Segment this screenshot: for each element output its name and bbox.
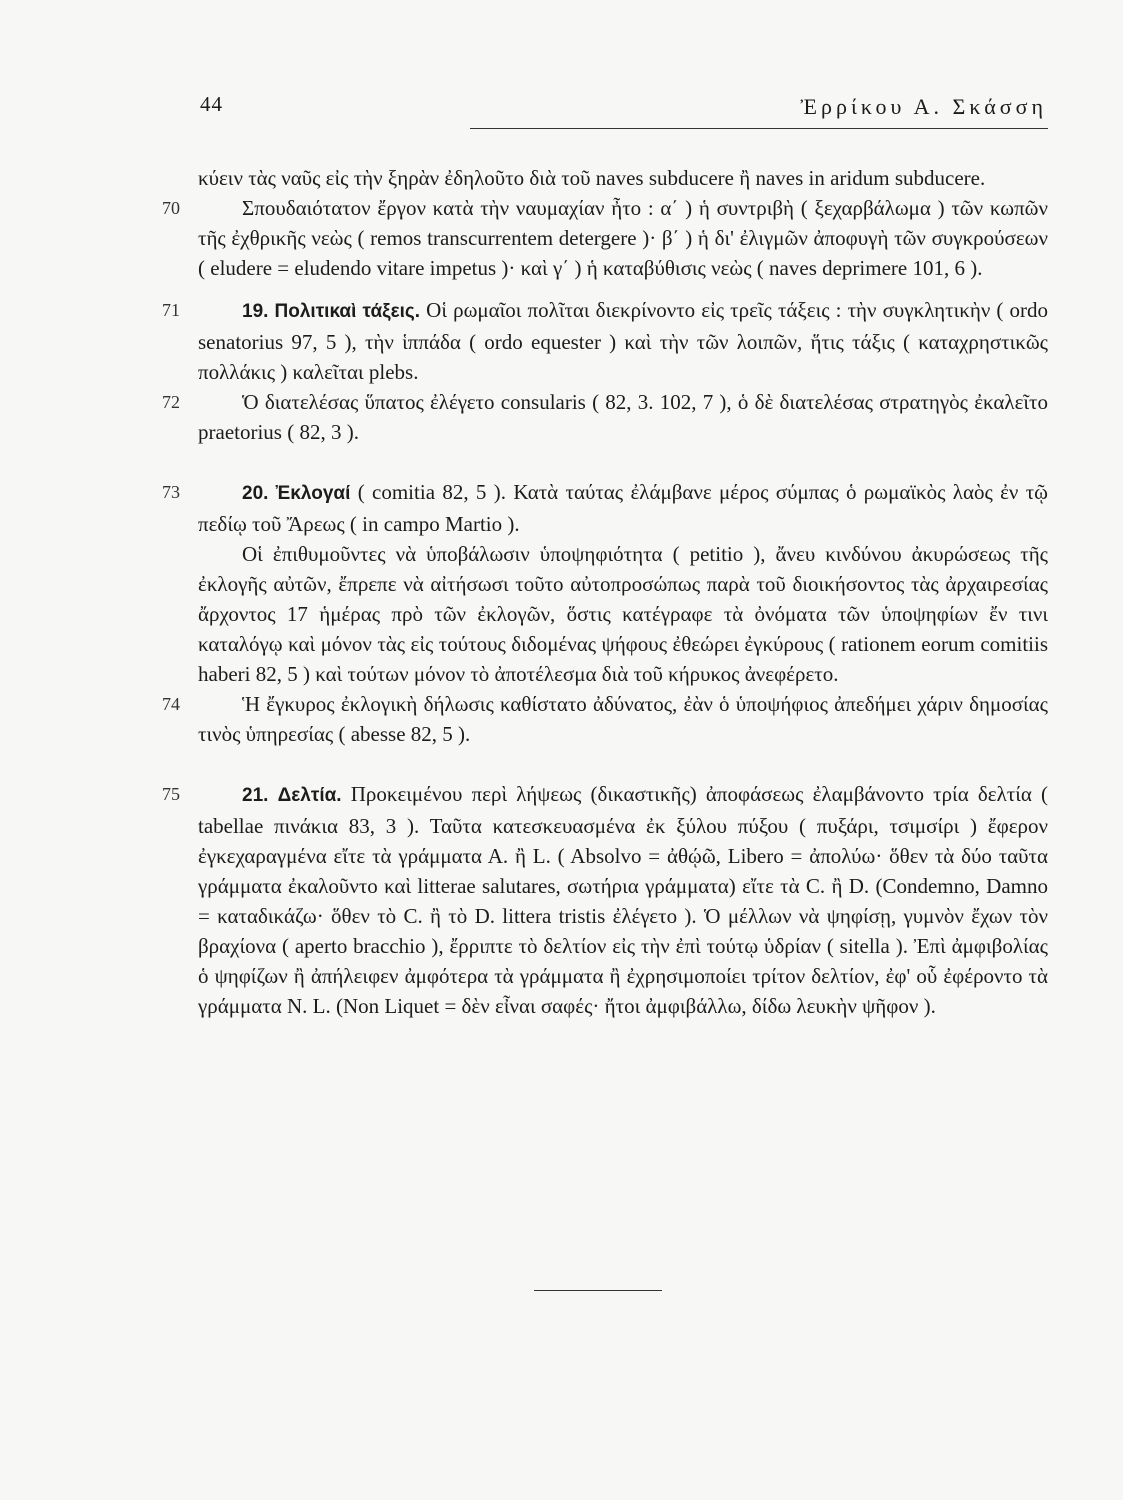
body-text xyxy=(162,163,1049,1021)
paragraph-text: Σπουδαιότατον ἔργον κατὰ τὴν ναυμαχίαν ἦτο : α΄ ) ἡ συντριβὴ ( ξεχαρβάλωμα ) τῶν κωπῶν τῆς ἐχθρικῆς νεὼς ( remos transcurrentem detergere )· β΄ ) ἡ δι' ἐλιγμῶν ἀποφυγὴ τῶν συγκρούσεων ( eludere = eludendo vitare impetus )· καὶ γ΄ ) ἡ καταβύθισις νεὼς ( naves deprimere 101, 6 ). xyxy=(198,196,1048,280)
section-title: Πολιτικαὶ τάξεις. xyxy=(274,301,421,322)
section-number: 20. xyxy=(242,483,269,504)
section-title: Ἐκλογαί xyxy=(275,483,351,504)
section-number: 19. xyxy=(242,301,269,322)
paragraph-text: Ἡ ἔγκυρος ἐκλογικὴ δήλωσις καθίστατο ἀδύνατος, ἐὰν ὁ ὑποψήφιος ἀπεδήμει χάριν δημοσίας τινὸς ὑπηρεσίας ( abesse 82, 5 ). xyxy=(198,692,1048,746)
margin-number: 70 xyxy=(162,198,180,218)
paragraph xyxy=(162,193,1048,283)
paragraph xyxy=(162,477,1049,539)
paragraph-text: Προκειμένου περὶ λήψεως (δικαστικῆς) ἀποφάσεως ἐλαμβάνοντο τρία δελτία ( tabellae πινάκια 83, 3 ). Ταῦτα κατεσκευασμένα ἐκ ξύλου πύξου ( πυξάρι, τσιμσίρι ) ἔφερον ἐγκεχαραγμένα εἴτε τὰ γράμματα Α. ἢ L. ( Absolvo = ἀθῴῶ, Libero = ἀπολύω· ὅθεν τὰ δύο ταῦτα γράμματα ἐκαλοῦντο καὶ litterae salutares, σωτήρια γράμματα) εἴτε τὰ C. ἢ D. (Condemno, Damno = καταδικάζω· ὅθεν τὸ C. ἢ τὸ D. littera tristis ἐλέγετο ). Ὁ μέλλων νὰ ψηφίσῃ, γυμνὸν ἔχων τὸν βραχίονα ( aperto bracchio ), ἔρριπτε τὸ δελτίον εἰς τὴν ἐπὶ τούτῳ ὑδρίαν ( sitella ). Ἐπὶ ἀμφιβολίας ὁ ψηφίζων ἢ ἀπήλειφεν ἀμφότερα τὰ γράμματα ἢ ἐχρησιμοποίει τρίτον δελτίον, ἐφ' οὗ ἐφέροντο τὰ γράμματα N. L. (Non Liquet = δὲν εἶναι σαφές· ἤτοι ἀμφιβάλλω, δίδω λευκὴν ψῆφον ). xyxy=(198,782,1049,1018)
paragraph xyxy=(162,689,1048,749)
margin-number: 72 xyxy=(162,392,180,412)
paragraph xyxy=(162,387,1048,447)
paragraph xyxy=(162,779,1049,1021)
margin-number: 75 xyxy=(162,784,180,804)
page-number: 44 xyxy=(200,92,223,116)
paragraph-text: ( comitia 82, 5 ). Κατὰ ταύτας ἐλάμβανε μέρος σύμπας ὁ ρωμαϊκὸς λαὸς ἐν τῷ πεδίῳ τοῦ Ἄρεως ( in campo Martio ). xyxy=(198,480,1049,536)
section-title: Δελτία. xyxy=(277,785,342,806)
header-rule xyxy=(470,128,1048,129)
paragraph xyxy=(162,295,1049,387)
margin-number: 74 xyxy=(162,694,180,714)
paragraph xyxy=(198,539,1048,689)
paragraph-text: Οἱ ρωμαῖοι πολῖται διεκρίνοντο εἰς τρεῖς τάξεις : τὴν συγκλητικὴν ( ordo senatorius 97, 5 ), τὴν ἱππάδα ( ordo equester ) καὶ τὴν τῶν λοιπῶν, ἥτις τάξις ( καταχρηστικῶς πολλάκις ) καλεῖται plebs. xyxy=(198,298,1049,384)
margin-number: 71 xyxy=(162,300,180,320)
margin-number: 73 xyxy=(162,482,180,502)
paragraph-text: Οἱ ἐπιθυμοῦντες νὰ ὑποβάλωσιν ὑποψηφιότητα ( petitio ), ἄνευ κινδύνου ἀκυρώσεως τῆς ἐκλογῆς αὐτῶν, ἔπρεπε νὰ αἰτήσωσι τοῦτο αὐτοπροσώπως παρὰ τοῦ διοικήσοντος τὰς ἀρχαιρεσίας ἄρχοντος 17 ἡμέρας πρὸ τῶν ἐκλογῶν, ὅστις κατέγραφε τὰ ὀνόματα τῶν ὑποψηφίων ἔν τινι καταλόγῳ καὶ μόνον τὰς εἰς τούτους διδομένας ψήφους ἐθεώρει ἐγκύρους ( rationem eorum comitiis haberi 82, 5 ) καὶ τούτων μόνον τὸ ἀποτέλεσμα διὰ τοῦ κήρυκος ἀνεφέρετο. xyxy=(198,542,1048,686)
section-number: 21. xyxy=(242,785,269,806)
paragraph xyxy=(198,163,1048,193)
paragraph-text: Ὁ διατελέσας ὕπατος ἐλέγετο consularis ( 82, 3. 102, 7 ), ὁ δὲ διατελέσας στρατηγὸς ἐκαλεῖτο praetorius ( 82, 3 ). xyxy=(198,390,1048,444)
running-head: Ἐρρίκου Α. Σκάσση xyxy=(800,94,1047,119)
end-rule xyxy=(534,1290,662,1291)
paragraph-text: κύειν τὰς ναῦς εἰς τὴν ξηρὰν ἐδηλοῦτο διὰ τοῦ naves subducere ἢ naves in aridum subducere. xyxy=(198,166,986,190)
